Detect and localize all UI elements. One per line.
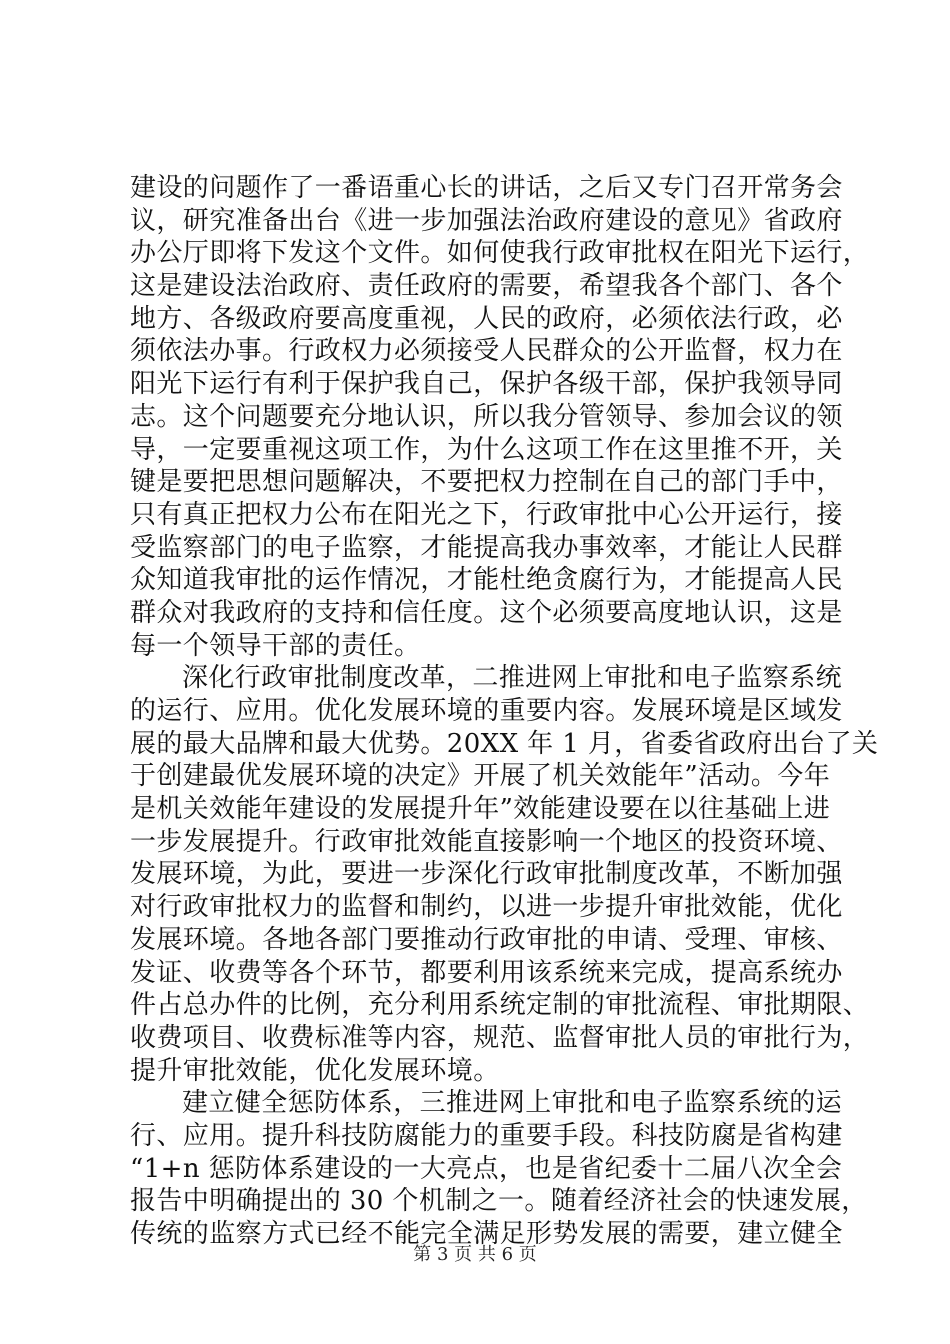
text-line: 传统的监察方式已经不能完全满足形势发展的需要，建立健全: [130, 1219, 843, 1249]
text-line: 件占总办件的比例，充分利用系统定制的审批流程、审批期限、: [130, 990, 870, 1021]
text-line: 议，研究准备出台《进一步加强法治政府建设的意见》省政府: [130, 205, 843, 236]
text-line: “1+n 惩防体系建设的一大亮点，也是省纪委十二届八次全会: [130, 1153, 843, 1184]
text-line: 群众对我政府的支持和信任度。这个必须要高度地认识，这是: [130, 597, 843, 628]
text-line: 是机关效能年建设的发展提升年”效能建设要在以往基础上进: [130, 794, 831, 825]
text-line: 报告中明确提出的 30 个机制之一。随着经济社会的快速发展，: [130, 1186, 868, 1217]
text-line: 只有真正把权力公布在阳光之下，行政审批中心公开运行，接: [130, 499, 843, 530]
text-line: 受监察部门的电子监察，才能提高我办事效率，才能让人民群: [130, 532, 843, 563]
text-line: 一步发展提升。行政审批效能直接影响一个地区的投资环境、: [130, 826, 843, 857]
text-line: 展的最大品牌和最大优势。20XX 年 1 月，省委省政府出台了关: [130, 728, 879, 759]
page-number-footer: 第 3 页 共 6 页: [413, 1244, 537, 1265]
text-line: 众知道我审批的运作情况，才能杜绝贪腐行为，才能提高人民: [130, 565, 843, 596]
text-line: 对行政审批权力的监督和制约，以进一步提升审批效能，优化: [130, 892, 843, 923]
text-line: 建设的问题作了一番语重心长的讲话，之后又专门召开常务会: [130, 173, 843, 203]
text-line: 每一个领导干部的责任。: [130, 630, 421, 661]
text-line: 这是建设法治政府、责任政府的需要，希望我各个部门、各个: [130, 271, 843, 302]
text-line: 发展环境，为此，要进一步深化行政审批制度改革，不断加强: [130, 859, 843, 890]
text-line: 地方、各级政府要高度重视，人民的政府，必须依法行政，必: [130, 303, 843, 334]
text-line: 须依法办事。行政权力必须接受人民群众的公开监督，权力在: [130, 336, 843, 367]
document-body: [130, 172, 879, 1251]
paragraph-start-line: 深化行政审批制度改革，二推进网上审批和电子监察系统: [182, 663, 843, 694]
text-line: 行、应用。提升科技防腐能力的重要手段。科技防腐是省构建: [130, 1120, 843, 1151]
paragraph-start-line: 建立健全惩防体系，三推进网上审批和电子监察系统的运: [182, 1088, 843, 1119]
text-line: 提升审批效能，优化发展环境。: [130, 1055, 500, 1086]
text-line: 志。这个问题要充分地认识，所以我分管领导、参加会议的领: [130, 401, 843, 432]
text-line: 办公厅即将下发这个文件。如何使我行政审批权在阳光下运行，: [130, 238, 870, 269]
text-line: 收费项目、收费标准等内容，规范、监督审批人员的审批行为，: [130, 1022, 870, 1053]
text-line: 的运行、应用。优化发展环境的重要内容。发展环境是区域发: [130, 696, 843, 726]
text-line: 键是要把思想问题解决，不要把权力控制在自己的部门手中，: [130, 467, 843, 498]
text-line: 于创建最优发展环境的决定》开展了机关效能年”活动。今年: [130, 761, 831, 792]
text-line: 阳光下运行有利于保护我自己，保护各级干部，保护我领导同: [130, 369, 843, 400]
text-line: 发证、收费等各个环节，都要利用该系统来完成，提高系统办: [130, 957, 843, 988]
text-line: 导，一定要重视这项工作，为什么这项工作在这里推不开，关: [130, 434, 843, 465]
text-line: 发展环境。各地各部门要推动行政审批的申请、受理、审核、: [130, 924, 843, 955]
